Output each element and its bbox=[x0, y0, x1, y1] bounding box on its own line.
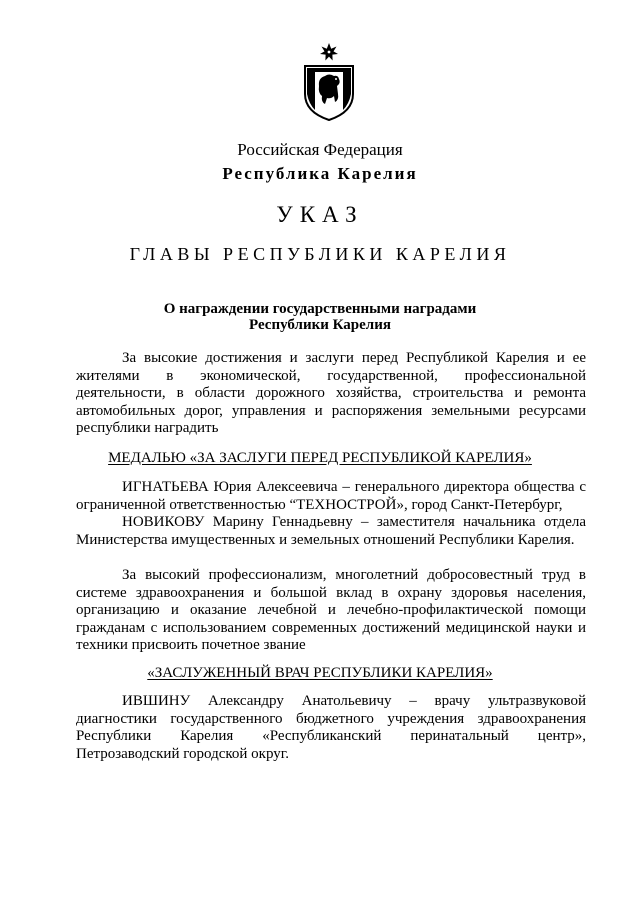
recipient-line: Республики Карелия «Республиканский перинатальный центр», bbox=[76, 728, 586, 745]
paragraph-line: республики наградить bbox=[76, 420, 219, 437]
issuing-authority: ГЛАВЫ РЕСПУБЛИКИ КАРЕЛИЯ bbox=[129, 244, 511, 264]
recipient-line: ИВШИНУ Александру Анатольевичу – врачу ультразвуковой bbox=[122, 693, 586, 709]
paragraph-line: За высокие достижения и заслуги перед Республикой Карелия и ее bbox=[122, 350, 586, 366]
award-heading-honorary-title bbox=[0, 665, 640, 682]
paragraph-line: жителями в экономической, государственной, профессиональной bbox=[76, 367, 586, 384]
republic-name: Республика Карелия bbox=[222, 164, 418, 183]
award-heading-medal bbox=[0, 450, 640, 467]
paragraph-line: деятельности, в области дорожного хозяйства, строительства и ремонта bbox=[76, 385, 586, 402]
paragraph-line: автомобильных дорог, управления и распоряжения земельными ресурсами bbox=[76, 402, 586, 419]
paragraph-line: За высокий профессионализм, многолетний добросовестный труд в bbox=[122, 567, 586, 583]
award-title: МЕДАЛЬЮ «ЗА ЗАСЛУГИ ПЕРЕД РЕСПУБЛИКОЙ КАРЕЛИЯ» bbox=[108, 450, 532, 466]
subject-line-1: О награждении государственными наградами bbox=[163, 301, 477, 317]
document-type: УКАЗ bbox=[276, 202, 364, 227]
paragraph-line: системе здравоохранения и большой вклад в охрану здоровья населения, bbox=[76, 584, 586, 601]
section1-recipients bbox=[76, 479, 586, 549]
section2-intro-paragraph bbox=[76, 567, 586, 655]
recipient-line: ограниченной ответственностью “ТЕХНОСТРОЙ», город Санкт-Петербург, bbox=[76, 496, 563, 513]
subject-line-2: Республики Карелия bbox=[249, 317, 391, 333]
recipient-line: НОВИКОВУ Марину Геннадьевну – заместителя начальника отдела bbox=[122, 514, 586, 531]
paragraph-line: организацию и оказание лечебной и лечебно-профилактической помощи bbox=[76, 602, 586, 619]
recipient-line: ИГНАТЬЕВА Юрия Алексеевича – генерального директора общества с bbox=[122, 479, 586, 495]
decree-subject bbox=[0, 301, 640, 333]
recipient-line: Министерства имущественных и земельных отношений Республики Карелия. bbox=[76, 531, 575, 548]
award-title: «ЗАСЛУЖЕННЫЙ ВРАЧ РЕСПУБЛИКИ КАРЕЛИЯ» bbox=[147, 665, 493, 681]
recipient-line: диагностики государственного бюджетного учреждения здравоохранения bbox=[76, 710, 586, 727]
karelia-coat-of-arms-icon bbox=[301, 42, 357, 122]
recipient-line: Петрозаводский городской округ. bbox=[76, 745, 289, 762]
section1-intro-paragraph bbox=[76, 350, 586, 438]
country-name: Российская Федерация bbox=[237, 140, 403, 159]
paragraph-line: гражданам с использованием современных достижений медицинской науки и bbox=[76, 619, 586, 636]
section2-recipients bbox=[76, 693, 586, 763]
paragraph-line: техники присвоить почетное звание bbox=[76, 637, 306, 654]
